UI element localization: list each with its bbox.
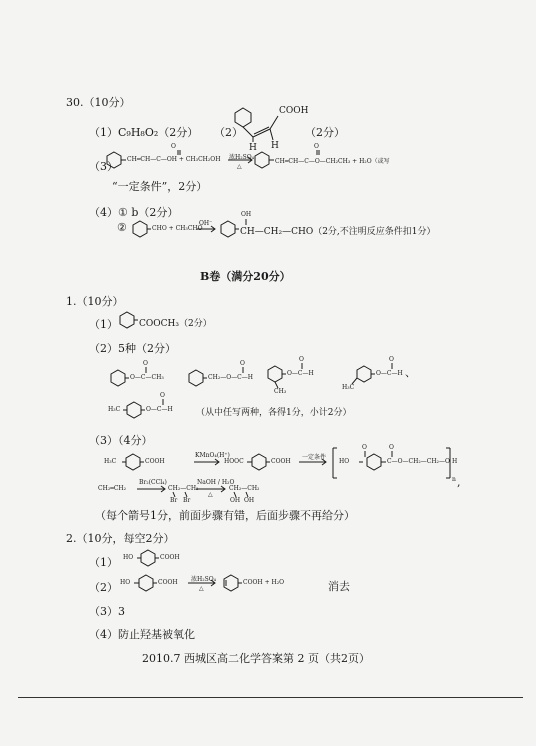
q30-products: CH═CH—C—O—CH₂CH₃ + H₂O（或写 — [275, 158, 390, 165]
q30-reactants: CH═CH—C—OH + CH₃CH₂OH — [127, 156, 221, 163]
b-q1-isomer5: O—C—H — [146, 406, 173, 413]
b-q1-title: 1.（10分） — [66, 295, 124, 308]
b-q1-polymer-ester: C—O—CH₂—CH₂—O — [387, 458, 450, 465]
q30-part1-answer: C₉H₈O₂（2分） — [118, 126, 199, 139]
b-q1-isomer3-o: O — [299, 356, 304, 363]
b-q1-part3-label: （3）（4分） — [89, 434, 153, 447]
b-q1-naoh-condition: NaOH / H₂O — [197, 479, 235, 486]
b-q1-dibromoethane: CH₂—CH₂ — [168, 485, 199, 492]
b-q2-part2-cooh: COOH — [158, 579, 178, 586]
b-q1-polymer-condition: 一定条件 — [302, 454, 327, 461]
b-q1-isomer2-o: O — [240, 360, 245, 367]
b-q1-polymer-comma: , — [457, 476, 461, 489]
b-q1-ethene: CH₂═CH₂ — [98, 485, 127, 492]
b-q1-polymer-h: H — [452, 458, 458, 465]
q30-cooh-label: COOH — [279, 106, 309, 116]
q30-aldol-reactants: CHO + CH₃CHO — [152, 225, 203, 232]
b-q2-part2-condition-top: 浓H₂SO₄ — [191, 576, 217, 583]
b-q2-part1-cooh: COOH — [160, 554, 180, 561]
b-q1-kmno4-condition: KMnO₄(H⁺) — [195, 452, 230, 459]
q30-part2-score: （2分） — [305, 126, 345, 139]
b-q1-isomer4: O—C—H — [376, 370, 403, 377]
b-q1-isomer4-o: O — [389, 356, 394, 363]
q30-aldol-condition: OH⁻ — [199, 220, 213, 227]
b-q1-oh-b: OH — [244, 497, 255, 504]
b-q1-toluic-cooh: COOH — [145, 458, 165, 465]
b-q1-oh-a: OH — [230, 497, 241, 504]
b-q1-isomer3-methyl: CH₃ — [274, 388, 287, 395]
b-q2-part2-ho: HO — [120, 579, 131, 586]
b-q1-isomer-separator: 、 — [405, 366, 416, 379]
b-q1-isomer-note: （从中任写两种，各得1分，小计2分） — [196, 408, 352, 418]
b-q1-part2-label: （2） — [89, 342, 118, 355]
q30-part1-label: （1） — [89, 126, 118, 139]
b-q1-polymer-o1: O — [362, 444, 367, 451]
b-q2-part2-label: （2） — [89, 581, 118, 594]
footer-divider — [18, 697, 523, 698]
b-q1-br2-condition: Br₂(CCl₄) — [139, 479, 167, 486]
b-q1-toluic-methyl: H₃C — [104, 458, 117, 465]
q30-title: 30.（10分） — [66, 96, 131, 109]
q30-part4-a: ① b（2分） — [118, 206, 179, 219]
q30-h1-label: H — [249, 143, 257, 153]
b-q1-terephthalic-hooc: HOOC — [224, 458, 244, 465]
q30-part4-b-number: ② — [117, 221, 127, 234]
b-q1-isomer1-o: O — [143, 360, 148, 367]
q30-aldol-oh: OH — [241, 211, 252, 218]
b-q2-part1-label: （1） — [89, 556, 118, 569]
b-q1-polymer-o2: O — [389, 444, 394, 451]
b-q2-part2-condition-bottom: △ — [199, 585, 204, 592]
b-q1-naoh-delta: △ — [208, 491, 213, 498]
b-q1-polymer-n: n — [452, 476, 456, 483]
b-q1-part1-answer: COOCH₃（2分） — [139, 319, 212, 329]
b-q1-isomer2: CH₂—O—C—H — [208, 374, 253, 381]
b-q1-polymer-ho: HO — [339, 458, 350, 465]
partb-title: B卷（满分20分） — [200, 270, 291, 283]
b-q1-isomer5-o: O — [160, 392, 165, 399]
b-q1-isomer5-methyl: H₃C — [108, 406, 121, 413]
q30-part3-label: （3） — [89, 160, 118, 173]
b-q1-isomer3: O—C—H — [287, 370, 314, 377]
b-q1-part2-text: 5种（2分） — [118, 342, 176, 355]
q30-part3-note: “一定条件”，2分） — [112, 180, 208, 193]
b-q2-reaction-type: 消去 — [328, 580, 350, 593]
page-footer: 2010.7 西城区高二化学答案第 2 页（共2页） — [142, 652, 370, 665]
b-q2-part3: （3）3 — [89, 605, 125, 618]
q30-h2-label: H — [271, 141, 279, 151]
b-q2-part4: （4）防止羟基被氧化 — [89, 628, 195, 641]
b-q1-terephthalic-cooh: COOH — [271, 458, 291, 465]
q30-part2-label: （2） — [214, 126, 243, 139]
b-q1-isomer4-methyl: H₃C — [342, 384, 355, 391]
b-q1-ethylene-glycol: CH₂—CH₂ — [229, 485, 260, 492]
b-q1-isomer1: O—C—CH₃ — [130, 374, 164, 381]
b-q1-scoring-note: （每个箭号1分，前面步骤有错，后面步骤不再给分） — [95, 509, 355, 522]
q30-condition-top: 浓H₂SO₄ — [229, 154, 255, 161]
q30-carbonyl-o-right: O — [314, 143, 319, 150]
b-q1-part1-label: （1） — [89, 318, 118, 331]
b-q2-part2-product: COOH + H₂O — [243, 579, 285, 586]
q30-part4-label: （4） — [89, 206, 118, 219]
b-q2-part1-ho: HO — [123, 554, 134, 561]
q30-condition-bottom: △ — [237, 163, 242, 170]
q30-aldol-product: CH—CH₂—CHO（2分,不注明反应条件扣1分） — [240, 227, 436, 237]
q30-carbonyl-o-left: O — [171, 143, 176, 150]
b-q1-br-a: Br — [170, 497, 178, 504]
b-q2-title: 2.（10分，每空2分） — [66, 532, 175, 545]
b-q1-br-b: Br — [183, 497, 191, 504]
